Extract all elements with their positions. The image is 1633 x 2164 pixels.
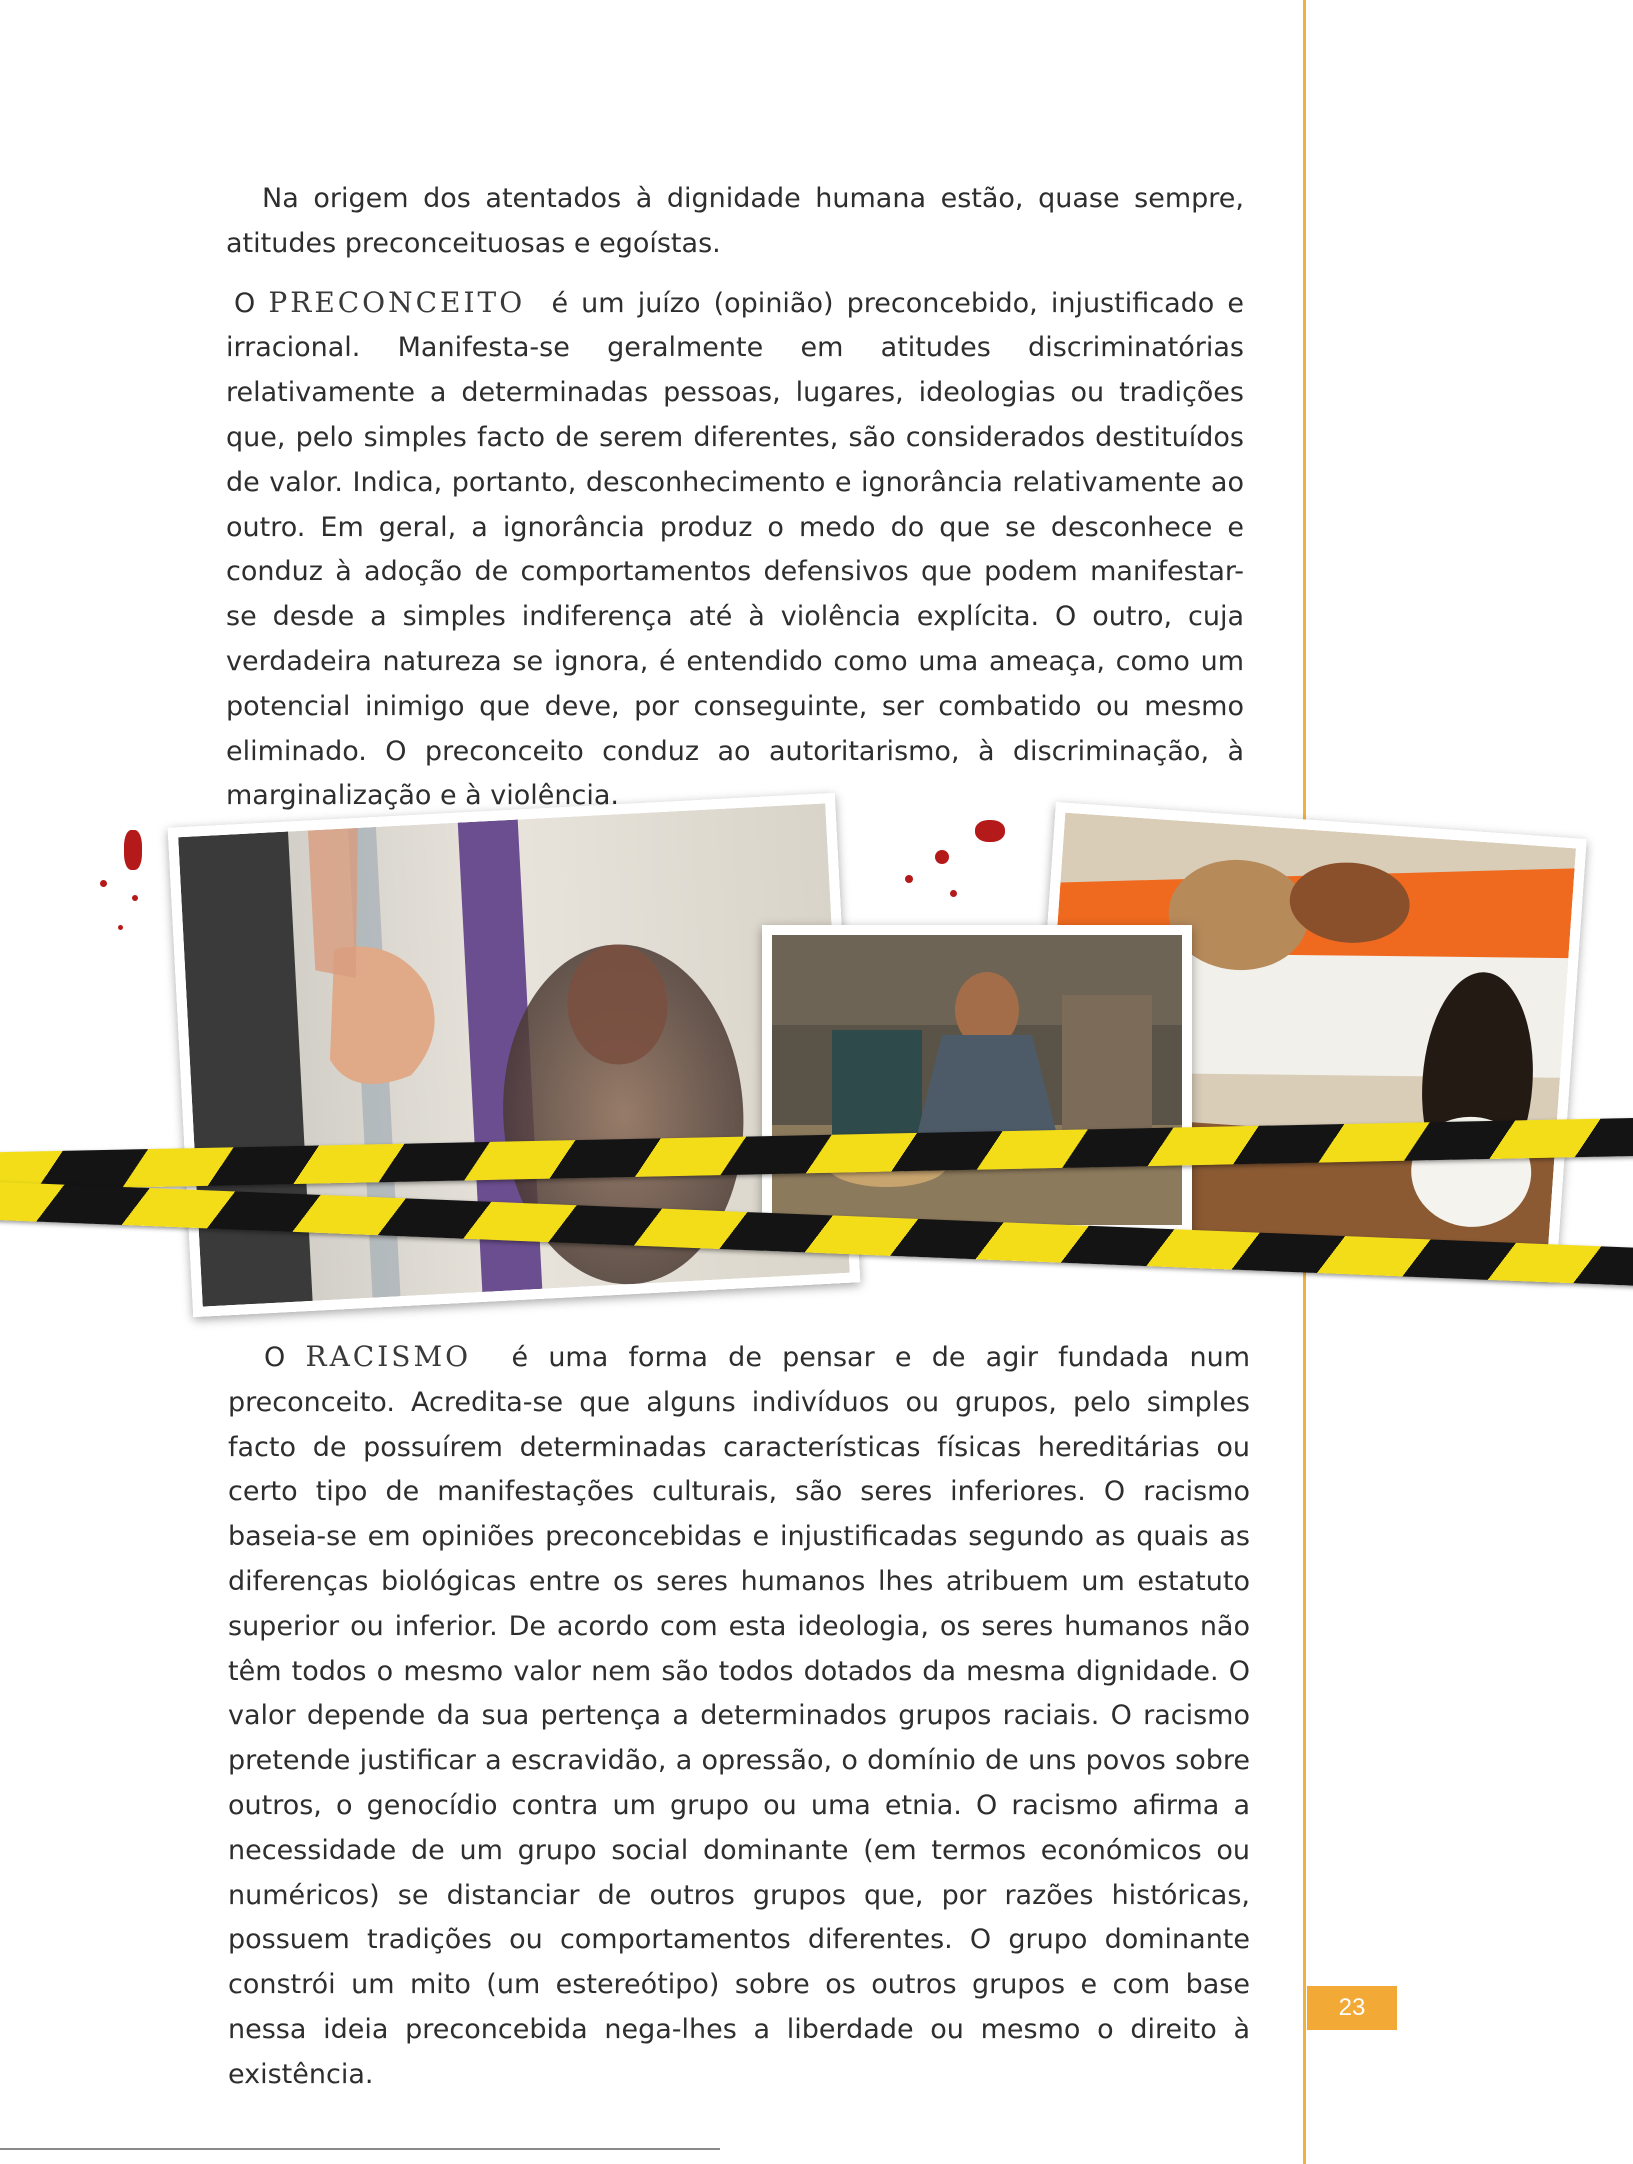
page-number: 23 (1307, 1986, 1397, 2030)
intro-section (226, 177, 1244, 819)
blood-splatter-left (124, 830, 142, 870)
term-racismo: RACISMO (305, 1340, 472, 1373)
racismo-paragraph (228, 1335, 1250, 2098)
racismo-prefix: O (264, 1342, 286, 1373)
intro-paragraph: Na origem dos atentados à dignidade humana estão, quase sempre, atitudes preconceituosas e egoístas. (226, 183, 1244, 259)
racismo-body: é uma forma de pensar e de agir fundada num preconceito. Acredita-se que alguns indivíduos ou grupos, pelo simples facto de possuírem determinadas características físicas hereditárias ou certo tipo de manifestações culturais, são seres inferiores. O racismo baseia-se em opiniões preconcebidas e injustificadas segundo as quais as diferenças biológicas entre os seres humanos lhes atribuem um estatuto superior ou inferior. De acordo com esta ideologia, os seres humanos não têm todos o mesmo valor nem são todos dotados da mesma dignidade. O valor depende da sua pertença a determinados grupos raciais. O racismo pretende justificar a escravidão, a opressão, o domínio de uns povos sobre outros, o genocídio contra um grupo ou uma etnia. O racismo afirma a necessidade de um grupo social dominante (em termos económicos ou numéricos) se distanciar de outros grupos que, por razões históricas, possuem tradições ou comportamentos diferentes. O grupo dominante constrói um mito (um estereótipo) sobre os outros grupos e com base nessa ideia preconcebida nega-lhes a liberdade ou mesmo o direito à existência. (228, 1342, 1250, 2090)
photo-child-labor-image (772, 935, 1182, 1225)
photo-collage (0, 780, 1633, 1320)
blood-drop (950, 890, 957, 897)
racism-section (228, 1335, 1250, 2098)
preconceito-prefix: O (234, 287, 256, 319)
term-preconceito: PRECONCEITO (268, 285, 526, 319)
blood-splatter-middle (975, 820, 1005, 842)
blood-drop (905, 875, 913, 883)
blood-drop (118, 925, 123, 930)
preconceito-paragraph (226, 281, 1244, 820)
photo-child-labor (762, 925, 1192, 1235)
bottom-rule (0, 2148, 720, 2150)
blood-drop (100, 880, 107, 887)
blood-drop (935, 850, 949, 864)
blood-drop (132, 895, 138, 901)
preconceito-body: é um juízo (opinião) preconcebido, injustificado e irracional. Manifesta-se geralmente em atitudes discriminatórias relativamente a determinadas pessoas, lugares, ideologias ou tradições que, pelo simples facto de serem diferentes, são considerados destituídos de valor. Indica, portanto, desconhecimento e ignorância relativamente ao outro. Em geral, a ignorância produz o medo do que se desconhece e conduz à adoção de comportamentos defensivos que podem manifestar-se desde a simples indiferença até à violência explícita. O outro, cuja verdadeira natureza se ignora, é entendido como uma ameaça, como um potencial inimigo que deve, por conseguinte, ser combatido ou mesmo eliminado. O preconceito conduz ao autoritarismo, à discriminação, à marginalização e à violência. (226, 287, 1244, 812)
